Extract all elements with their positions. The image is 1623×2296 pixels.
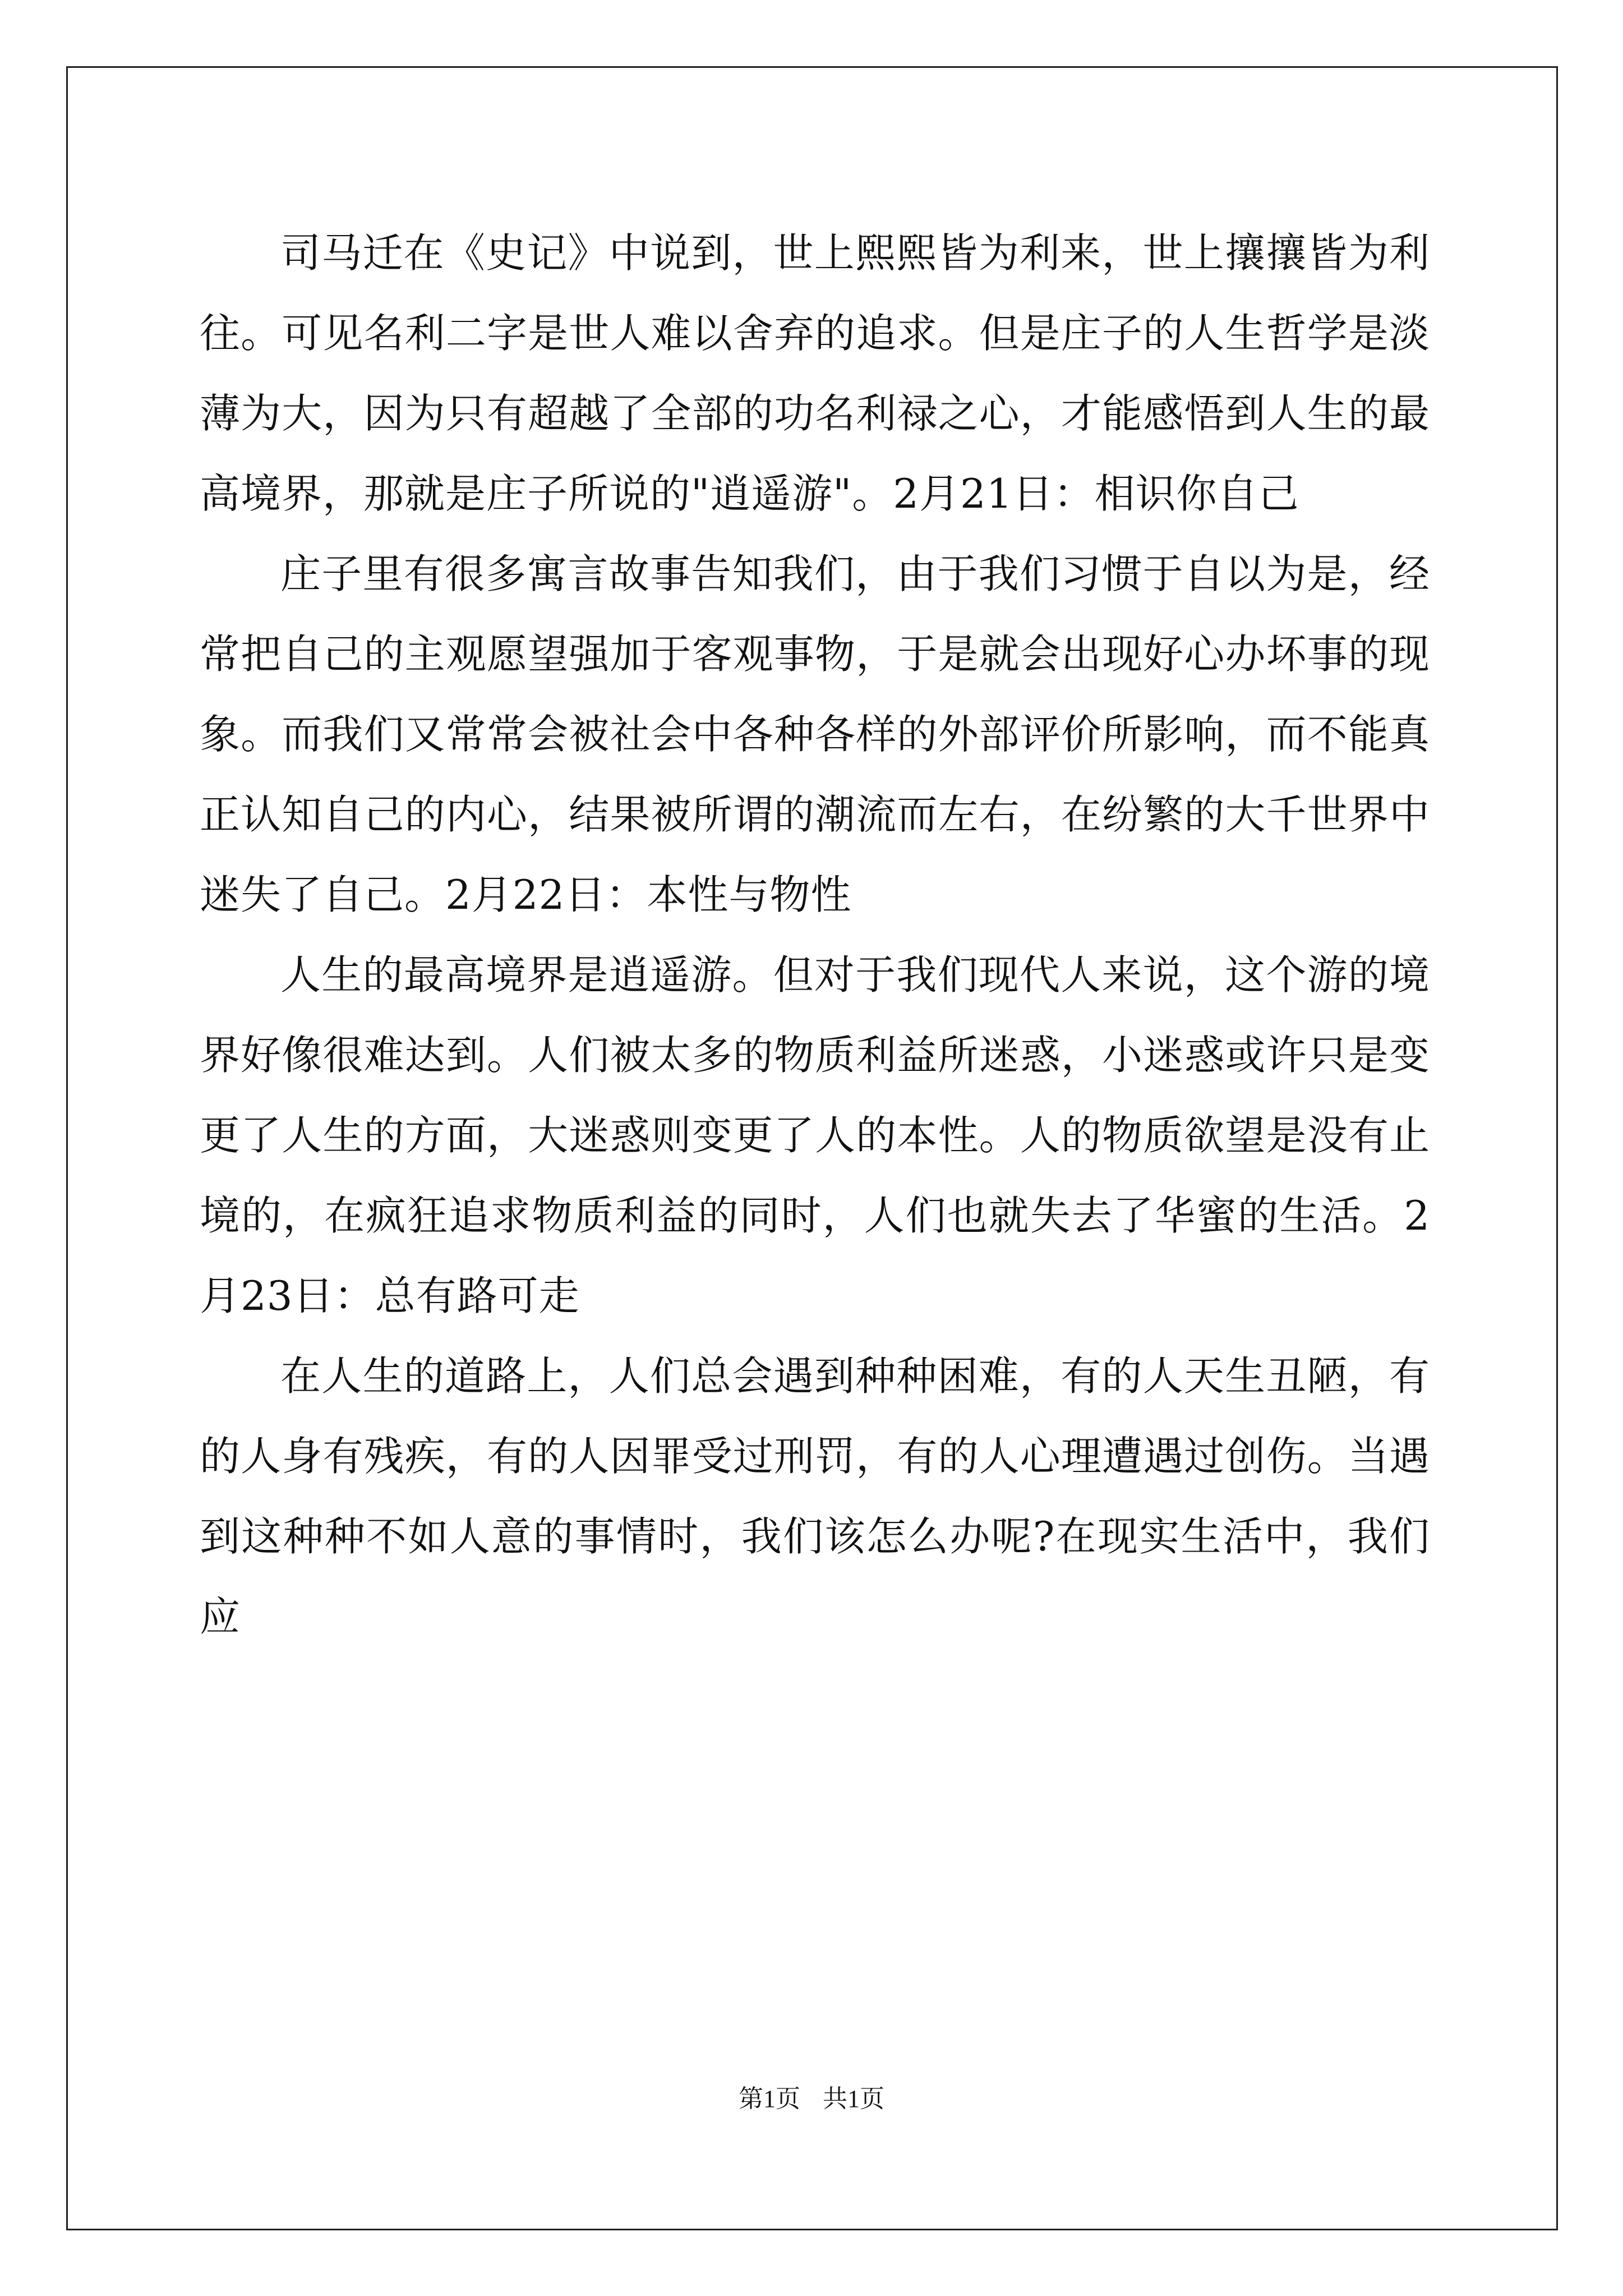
paragraph: 庄子里有很多寓言故事告知我们，由于我们习惯于自以为是，经常把自己的主观愿望强加于客观事物，于是就会出现好心办坏事的现象。而我们又常常会被社会中各种各样的外部评价所影响，而不能真正认知自己的内心，结果被所谓的潮流而左右，在纷繁的大千世界中迷失了自己。2月22日：本性与物性 [200, 550, 1430, 918]
paragraph: 司马迁在《史记》中说到，世上熙熙皆为利来，世上攘攘皆为利往。可见名利二字是世人难以舍弃的追求。但是庄子的人生哲学是淡薄为大，因为只有超越了全部的功名利禄之心，才能感悟到人生的最高境界，那就是庄子所说的"逍遥游"。2月21日：相识你自己 [200, 229, 1430, 517]
page-footer [0, 2082, 1623, 2116]
document-body [200, 213, 1430, 1657]
page-number: 第1页 [739, 2085, 800, 2113]
paragraph: 人生的最高境界是逍遥游。但对于我们现代人来说，这个游的境界好像很难达到。人们被太多的物质利益所迷惑，小迷惑或许只是变更了人生的方面，大迷惑则变更了人的本性。人的物质欲望是没有止境的，在疯狂追求物质利益的同时，人们也就失去了华蜜的生活。2月23日：总有路可走 [200, 951, 1430, 1319]
paragraph: 在人生的道路上，人们总会遇到种种困难，有的人天生丑陋，有的人身有残疾，有的人因罪受过刑罚，有的人心理遭遇过创伤。当遇到这种种不如人意的事情时，我们该怎么办呢?在现实生活中，我们应 [200, 1352, 1430, 1640]
page-total: 共1页 [823, 2085, 884, 2113]
